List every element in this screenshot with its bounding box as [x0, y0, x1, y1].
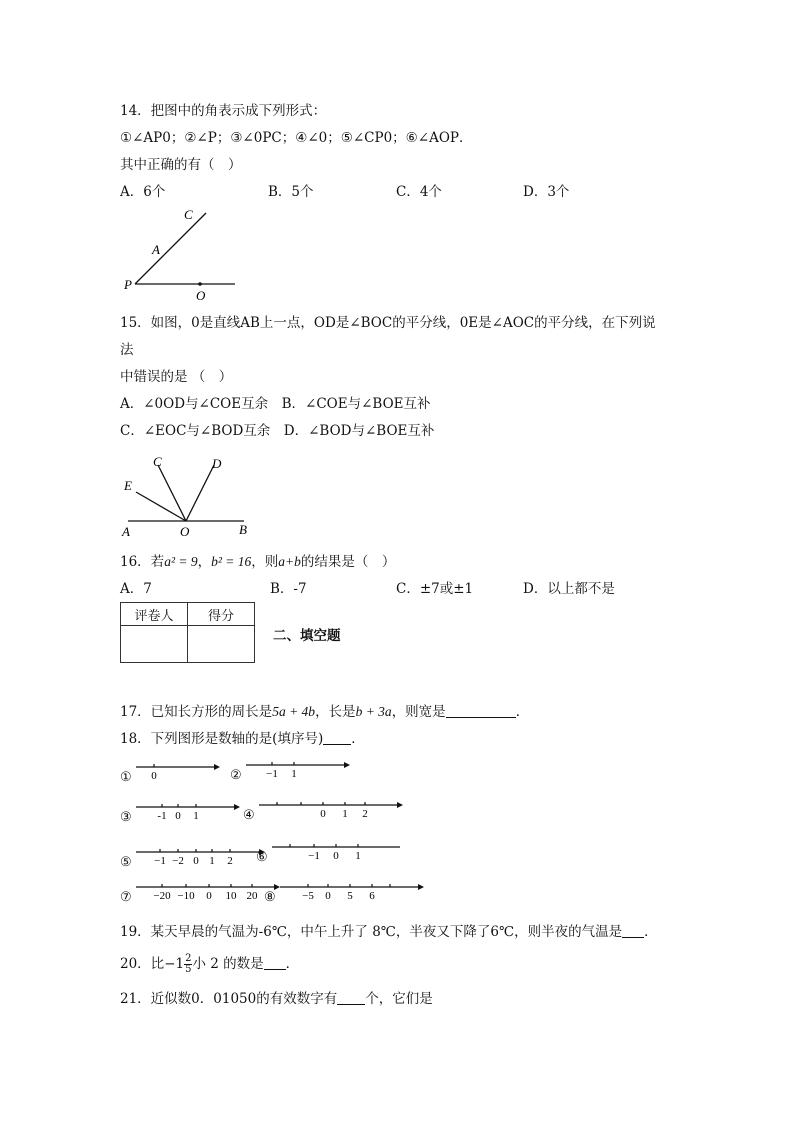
q14-angle-figure — [118, 203, 248, 303]
axis-arrow — [344, 762, 350, 768]
axis-tick-label: -1 — [157, 810, 167, 822]
axis-option-8-figure — [278, 882, 428, 908]
q16-option-d: D．以上都不是 — [523, 581, 615, 597]
q17-prefix: 17．已知长方形的周长是 — [120, 704, 273, 720]
axis-option-7-marker: ⑦ — [120, 890, 132, 905]
q15-label-a: A — [122, 524, 130, 539]
q19-text: 19．某天早晨的气温为-6℃，中午上升了 8℃，半夜又下降了6℃，则半夜的气温是 — [120, 924, 623, 940]
q20-answer-blank[interactable] — [264, 955, 286, 970]
reviewer-header: 评卷人 — [121, 603, 188, 626]
axis-arrow — [418, 884, 424, 890]
q15-options-line1: A．∠0OD与∠COE互余 B．∠COE与∠BOE互补 — [120, 396, 431, 412]
axis-tick-label: 1 — [291, 768, 297, 780]
q17-mid: ，长是 — [315, 704, 356, 720]
q20-prefix: 20．比 — [120, 956, 165, 972]
q17-end: ． — [515, 704, 530, 720]
q14-stem: 14．把图中的角表示成下列形式： — [120, 103, 327, 119]
axis-tick-label: 0 — [325, 890, 331, 902]
q14-option-a: A．6个 — [120, 184, 166, 200]
q20-denominator: 5 — [185, 964, 192, 975]
q17-stem — [120, 703, 529, 721]
q14-label-p: P — [124, 277, 132, 292]
axis-arrow — [397, 802, 403, 808]
q16-mid: ，则 — [251, 554, 279, 570]
axis-arrow — [234, 804, 240, 810]
axis-arrow — [214, 764, 220, 770]
score-cell[interactable] — [188, 626, 255, 663]
q16-option-c: C．±7或±1 — [396, 581, 474, 597]
axis-tick-label: 0 — [333, 850, 339, 862]
q18-end: ． — [351, 731, 365, 747]
q20-numerator: 2 — [185, 953, 192, 964]
q21-answer-blank[interactable] — [337, 990, 365, 1005]
axis-tick-label: 10 — [225, 890, 237, 902]
score-header: 得分 — [188, 603, 255, 626]
q16-expression: a+b — [278, 554, 301, 569]
q14-question: 其中正确的有（ ） — [120, 157, 242, 173]
q18-stem-text: 18．下列图形是数轴的是(填序号) — [120, 731, 324, 747]
axis-tick-label: −1 — [308, 850, 320, 862]
axis-option-1-marker: ① — [120, 770, 132, 785]
q16-suffix: 的结果是（ ） — [300, 554, 396, 570]
axis-option-6-figure — [270, 842, 410, 868]
q18-answer-blank[interactable] — [323, 730, 351, 745]
q21-prefix: 21．近似数0．01050的有效数字有 — [120, 991, 338, 1007]
q20-suffix: 小 2 的数是 — [192, 956, 264, 972]
axis-tick-label: 20 — [246, 890, 258, 902]
q21-stem — [120, 990, 433, 1008]
axis-tick-label: −1 — [266, 768, 278, 780]
q15-angle-figure — [118, 452, 258, 542]
q15-stem-line1: 15．如图，0是直线AB上一点，OD是∠BOC的平分线，0E是∠AOC的平分线，在下列说 — [120, 315, 656, 331]
q14-option-d: D．3个 — [523, 184, 570, 200]
axis-option-4-figure — [257, 800, 407, 826]
axis-tick-label: 0 — [206, 890, 212, 902]
q15-options-line2: C．∠EOC与∠BOD互余 D．∠BOD与∠BOE互补 — [120, 423, 435, 439]
axis-option-5-figure — [134, 847, 269, 873]
q15-label-o: O — [180, 524, 190, 539]
axis-tick-label: −20 — [153, 890, 171, 902]
q15-label-d: D — [212, 456, 222, 471]
q15-stem-line2: 法 — [120, 342, 134, 358]
axis-tick-label: 0 — [175, 810, 181, 822]
q20-whole: −1 — [164, 956, 185, 972]
q19-stem — [120, 923, 658, 941]
reviewer-cell[interactable] — [121, 626, 188, 663]
q21-suffix: 个，它们是 — [365, 991, 433, 1007]
q15-label-e: E — [124, 478, 132, 493]
axis-tick-label: −2 — [172, 855, 184, 867]
q14-label-a: A — [152, 242, 160, 257]
axis-option-3-marker: ③ — [120, 810, 132, 825]
axis-tick-label: −10 — [177, 890, 195, 902]
axis-tick-label: 1 — [209, 855, 215, 867]
q15-stem-line3: 中错误的是 （ ） — [120, 369, 233, 385]
axis-option-1-figure — [134, 762, 224, 788]
q16-option-b: B．-7 — [270, 581, 307, 597]
axis-option-6-marker: ⑥ — [256, 850, 268, 865]
q14-option-b: B．5个 — [268, 184, 314, 200]
q14-forms: ①∠AP0；②∠P；③∠0PC；④∠0；⑤∠CP0；⑥∠AOP． — [120, 130, 473, 146]
q20-end: ． — [285, 956, 300, 972]
q16-prefix: 16．若 — [120, 554, 165, 570]
q20-stem — [120, 954, 299, 975]
axis-tick-label: 6 — [369, 890, 375, 902]
axis-option-8-marker: ⑧ — [264, 890, 276, 905]
axis-option-2-figure — [244, 760, 354, 786]
axis-tick-label: 5 — [347, 890, 353, 902]
q18-stem — [120, 730, 365, 748]
q17-length: b + 3a — [355, 704, 392, 719]
q14-label-o: O — [196, 288, 206, 303]
axis-option-2-marker: ② — [230, 768, 242, 783]
q14-option-c: C．4个 — [396, 184, 442, 200]
axis-option-7-figure — [134, 882, 284, 908]
axis-tick-label: 0 — [151, 770, 157, 782]
axis-tick-label: 1 — [342, 808, 348, 820]
q17-suffix: ，则宽是 — [391, 704, 446, 720]
q16-sep: ， — [197, 554, 212, 570]
q14-label-c: C — [184, 207, 193, 222]
axis-option-5-marker: ⑤ — [120, 855, 132, 870]
q16-option-a: A．7 — [120, 581, 152, 597]
axis-option-3-figure — [134, 802, 244, 828]
axis-option-4-marker: ④ — [243, 808, 255, 823]
axis-tick-label: 1 — [355, 850, 361, 862]
axis-tick-label: −1 — [154, 855, 166, 867]
q19-end: ． — [644, 924, 658, 940]
q19-answer-blank[interactable] — [622, 923, 644, 938]
q17-answer-blank[interactable] — [446, 703, 516, 718]
axis-tick-label: −5 — [302, 890, 314, 902]
score-table — [120, 602, 255, 663]
q15-label-c: C — [153, 454, 162, 469]
axis-tick-label: 2 — [227, 855, 233, 867]
axis-tick-label: 0 — [193, 855, 199, 867]
q16-b-square: b² = 16 — [211, 554, 252, 569]
q17-perimeter: 5a + 4b — [272, 704, 316, 719]
axis-tick-label: 2 — [362, 808, 368, 820]
q16-stem — [120, 553, 395, 571]
axis-tick-label: 0 — [320, 808, 326, 820]
section-title: 二、填空题 — [273, 628, 341, 644]
axis-tick-label: 1 — [193, 810, 199, 822]
q16-a-square: a² = 9 — [164, 554, 198, 569]
q15-label-b: B — [239, 522, 247, 537]
